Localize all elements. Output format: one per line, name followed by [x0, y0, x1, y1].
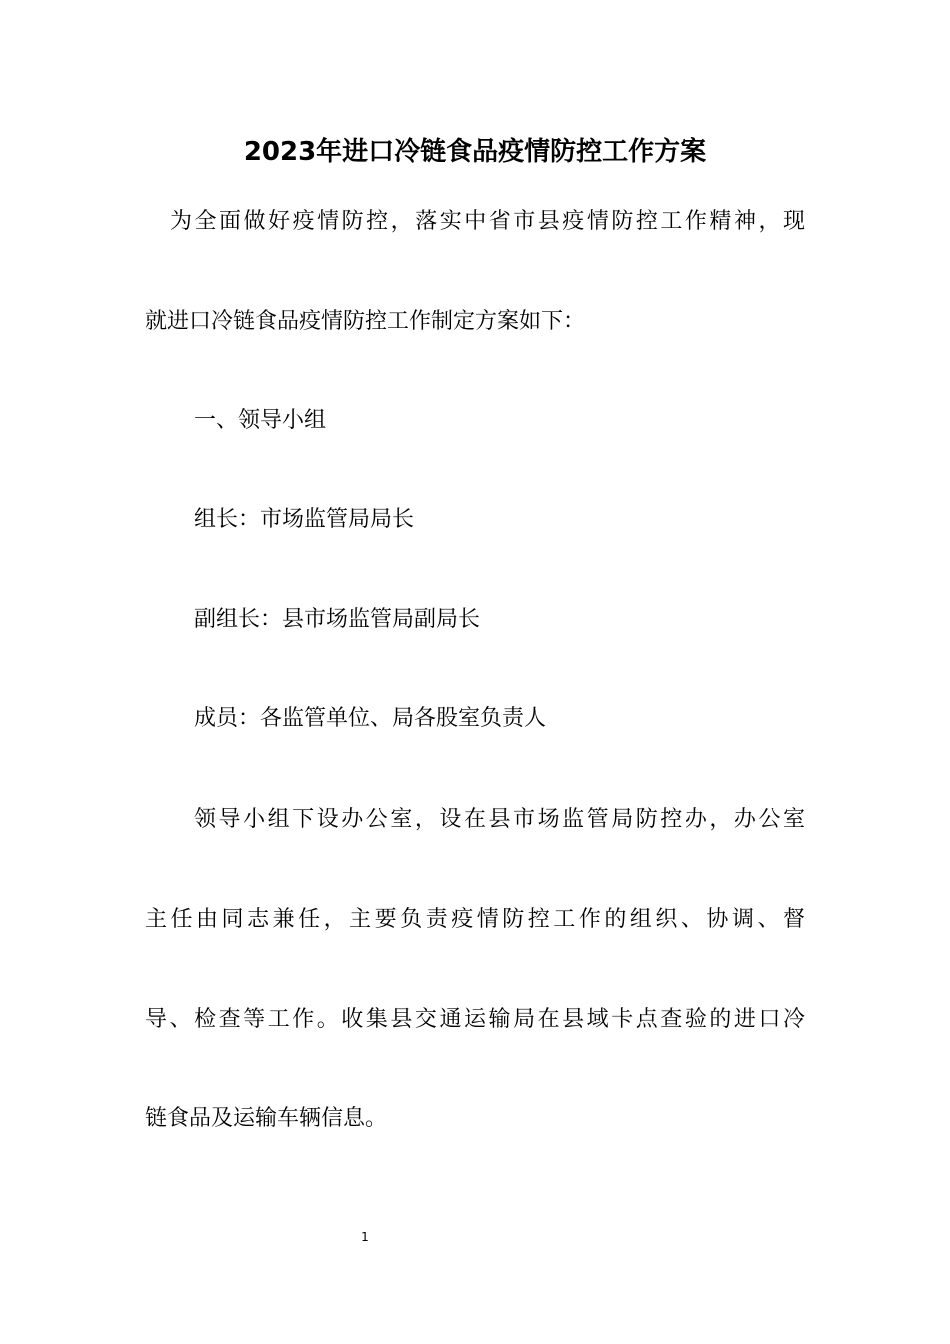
- document-title: 2023年进口冷链食品疫情防控工作方案: [243, 137, 707, 167]
- intro-line-2: 就进口冷链食品疫情防控工作制定方案如下：: [145, 309, 586, 334]
- group-leader-line: 组长：市场监管局局长: [194, 507, 415, 532]
- page-number: 1: [361, 1230, 369, 1244]
- office-paragraph-line-4: 链食品及运输车辆信息。: [145, 1106, 388, 1131]
- intro-line-1: 为全面做好疫情防控，落实中省市县疫情防控工作精神，现: [170, 209, 805, 234]
- office-paragraph-line-2: 主任由同志兼任，主要负责疫情防控工作的组织、协调、督: [145, 907, 805, 932]
- section-heading-leadership-group: 一、领导小组: [194, 408, 327, 433]
- office-paragraph-line-3: 导、检查等工作。收集县交通运输局在县域卡点查验的进口冷: [145, 1007, 805, 1032]
- members-line: 成员：各监管单位、局各股室负责人: [194, 706, 547, 731]
- office-paragraph-line-1: 领导小组下设办公室，设在县市场监管局防控办，办公室: [194, 807, 805, 832]
- deputy-group-leader-line: 副组长：县市场监管局副局长: [194, 607, 481, 632]
